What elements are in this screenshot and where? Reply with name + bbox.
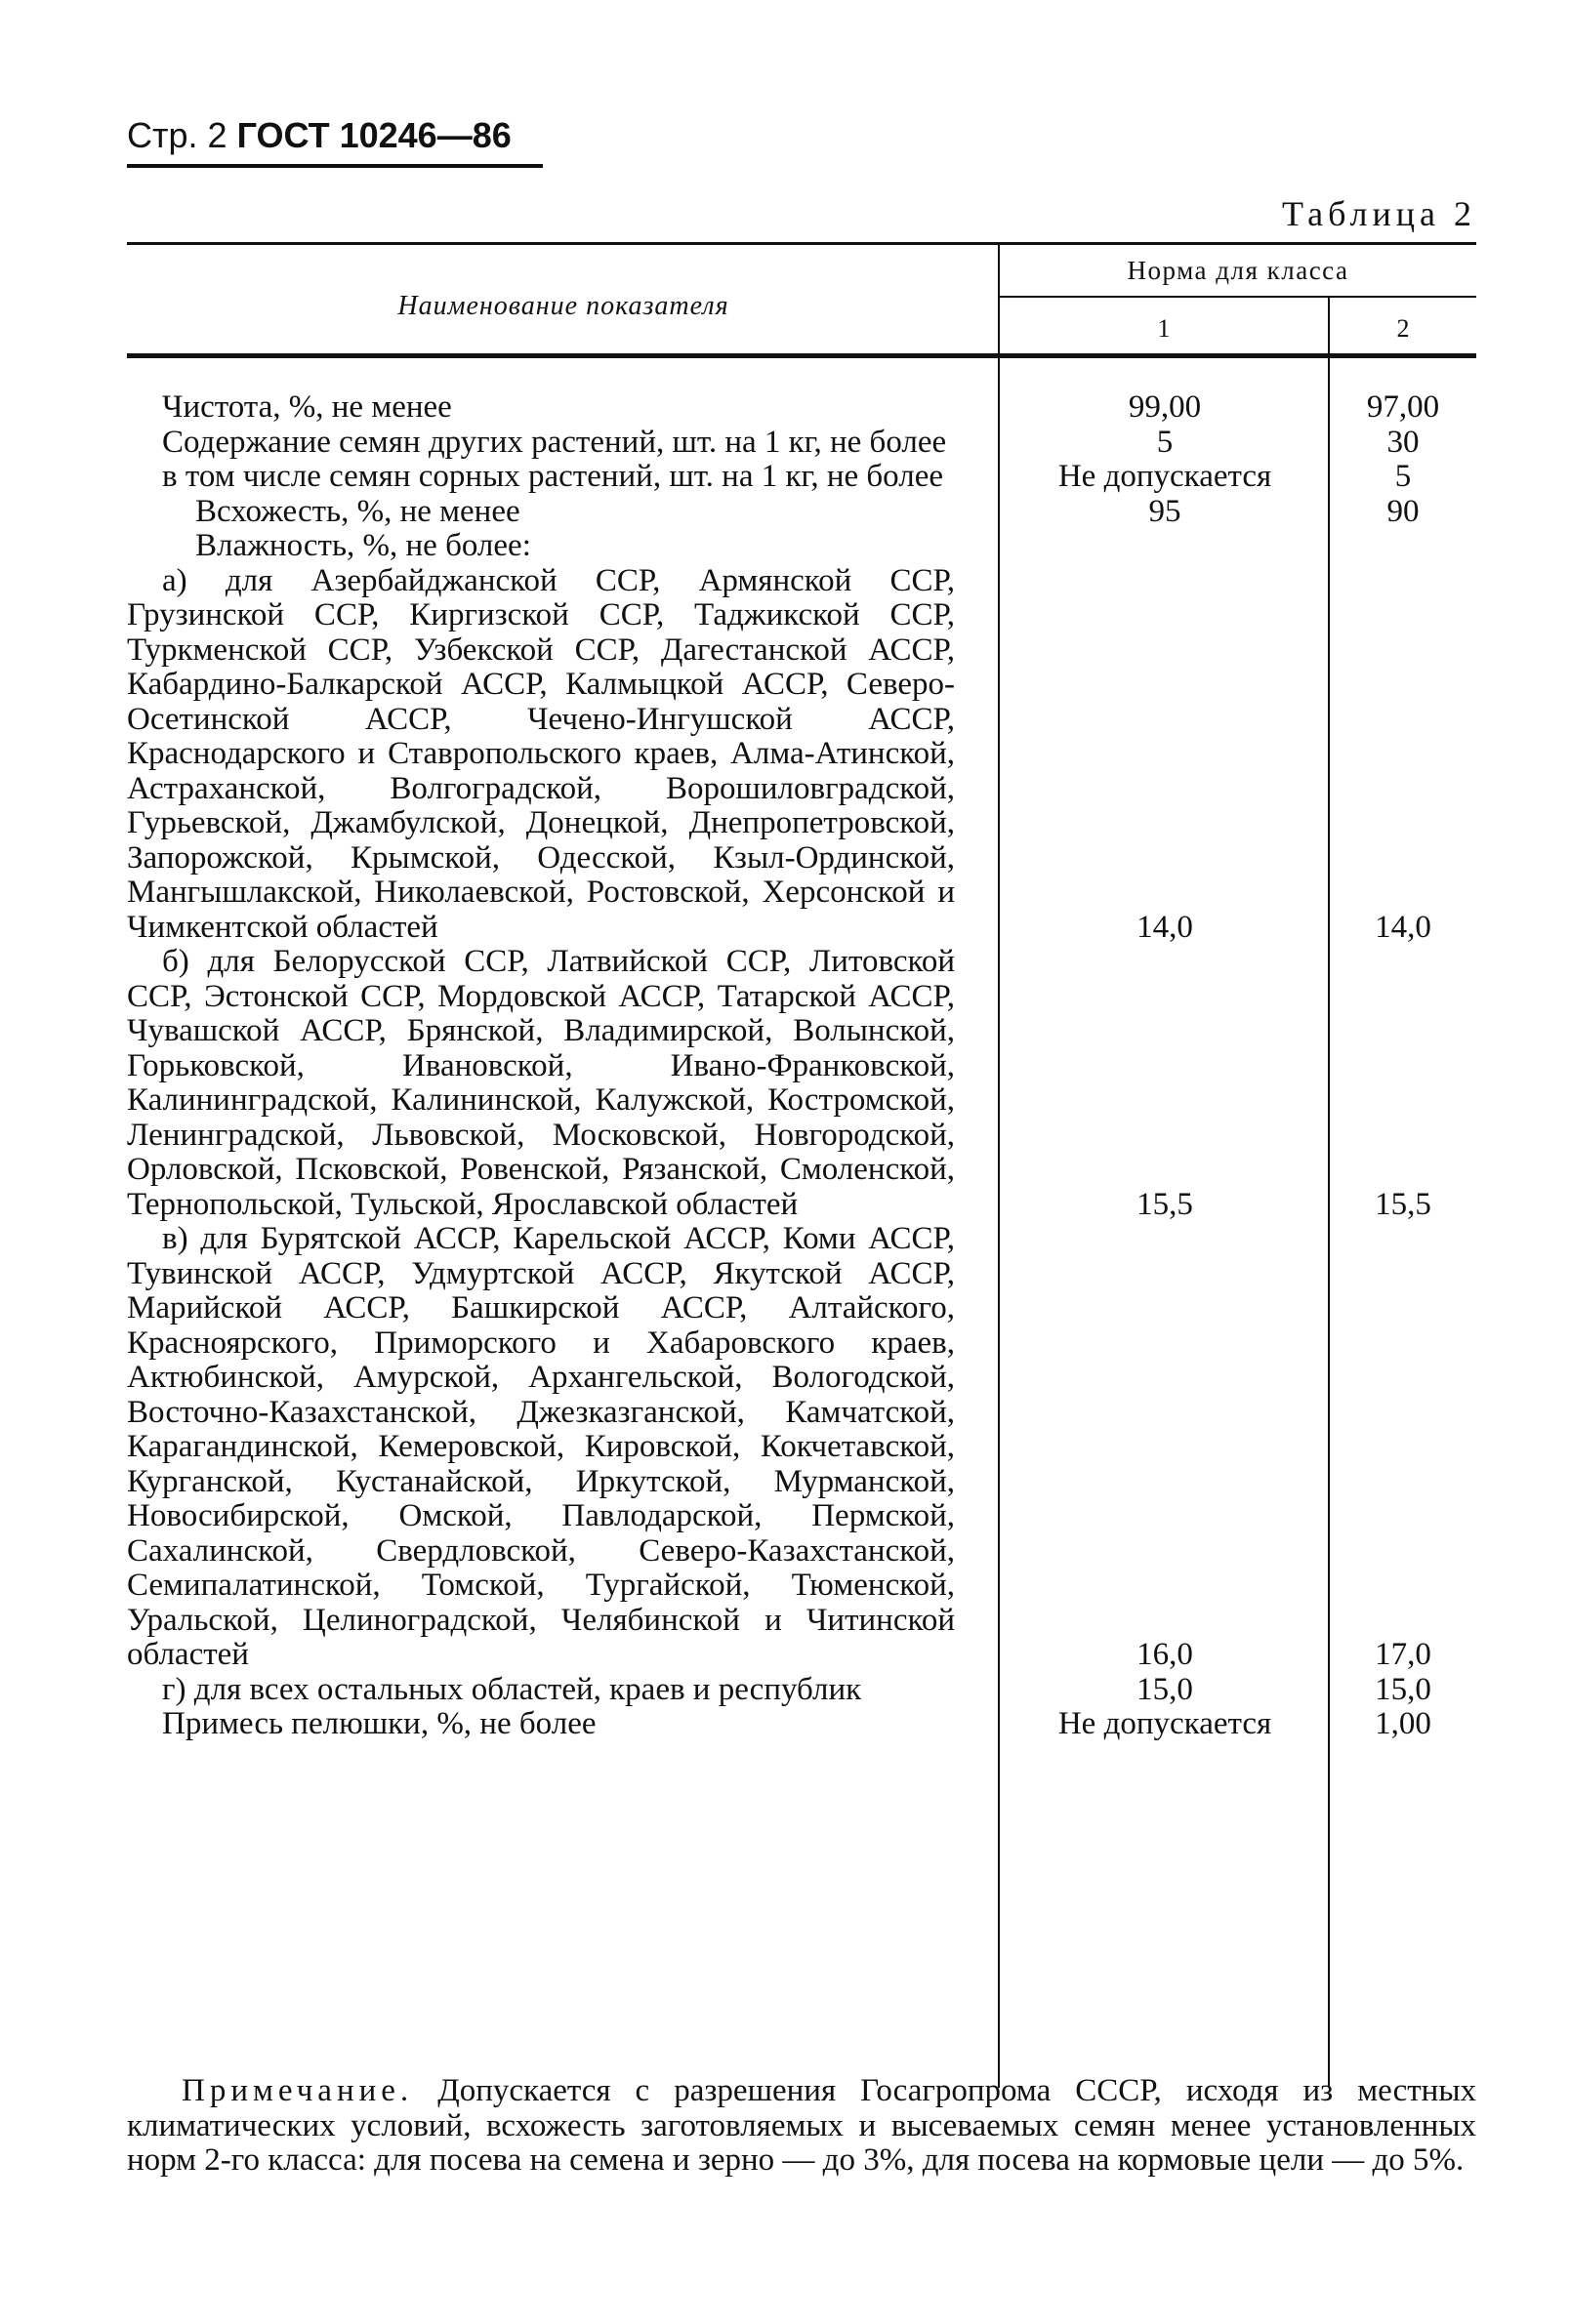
column-header-class-2: 2 bbox=[1396, 314, 1410, 343]
table-row bbox=[127, 460, 1476, 495]
class-1-value: 5 bbox=[1156, 424, 1174, 460]
column-header-norm: Норма для класса bbox=[1127, 256, 1349, 285]
row-name: Чистота, %, не менее bbox=[162, 389, 452, 425]
row-name: г) для всех остальных областей, краев и республик bbox=[162, 1671, 862, 1707]
table-row bbox=[127, 1673, 1476, 1708]
table-row bbox=[127, 564, 1476, 946]
note-text: Допускается с разрешения Госагропрома СССР, исходя из местных климатических условий, всхожесть заготовляемых и высеваемых семян менее установленных норм 2-го класса: для посева на семена и зерно — до 3%, для посева на кормовые цели — до 5%. bbox=[127, 2073, 1476, 2178]
class-2-value: 1,00 bbox=[1375, 1706, 1431, 1741]
row-name: а) для Азербайджанской ССР, Армянской ССР, Грузинской ССР, Киргизской ССР, Таджикской ССР, Туркменской ССР, Узбекской ССР, Дагестанской АССР, Кабардино-Балкарской АССР, Калмыцкой АССР, Северо-Осетинской АССР, Чечено-Ингушской АССР, Краснодарского и Ставропольского краев, Алма-Атинской, Астраханской, Волгоградской, Ворошиловградской, Гурьевской, Джамбулской, Донецкой, Днепропетровской, Запорожской, Крымской, Одесской, Кзыл-Ординской, Мангышлакской, Николаевской, Ростовской, Херсонской и Чимкентской областей bbox=[127, 562, 955, 945]
table-row bbox=[127, 495, 1476, 530]
page-label: Стр. 2 bbox=[127, 115, 227, 155]
column-header-name: Наименование показателя bbox=[397, 291, 729, 321]
class-2-value: 97,00 bbox=[1366, 389, 1440, 425]
class-2-value: 90 bbox=[1386, 493, 1420, 529]
class-2-value: 30 bbox=[1386, 424, 1420, 460]
table-caption: Таблица 2 bbox=[1282, 194, 1476, 233]
norm-subheader-rule bbox=[1000, 296, 1476, 298]
class-1-value: 15,5 bbox=[1136, 1186, 1193, 1222]
row-name: б) для Белорусской ССР, Латвийской ССР, Литовской ССР, Эстонской ССР, Мордовской АССР, Татарской АССР, Чувашской АССР, Брянской, Владимирской, Волынской, Горьковской, Ивановской, Ивано-Франковской, Калининградской, Калининской, Калужской, Костромской, Ленинградской, Львовской, Московской, Новгородской, Орловской, Псковской, Ровенской, Рязанской, Смоленской, Тернопольской, Тульской, Ярославской областей bbox=[127, 944, 955, 1222]
table-row bbox=[127, 529, 1476, 564]
page-header bbox=[127, 115, 512, 156]
table-row bbox=[127, 1222, 1476, 1673]
table-row bbox=[127, 426, 1476, 461]
table-note bbox=[127, 2074, 1476, 2179]
row-name: Влажность, %, не более: bbox=[195, 528, 531, 563]
doc-id: ГОСТ 10246—86 bbox=[236, 115, 512, 155]
row-name: Содержание семян других растений, шт. на 1 кг, не более bbox=[162, 424, 947, 460]
table-row bbox=[127, 945, 1476, 1222]
row-name: Всхожесть, %, не менее bbox=[195, 493, 520, 529]
class-1-value bbox=[1000, 529, 1330, 564]
column-header-class-1: 1 bbox=[1157, 314, 1171, 343]
row-name: в том числе семян сорных растений, шт. на 1 кг, не более bbox=[162, 459, 944, 494]
class-2-value: 17,0 bbox=[1375, 1637, 1431, 1672]
class-1-value: 95 bbox=[1148, 493, 1181, 529]
class-2-value: 5 bbox=[1394, 459, 1412, 494]
table-row bbox=[127, 1707, 1476, 1742]
table-top-rule bbox=[127, 242, 1476, 245]
table-row bbox=[127, 390, 1476, 426]
class-1-value: 14,0 bbox=[1136, 909, 1193, 945]
table-body bbox=[127, 390, 1476, 1742]
class-1-value: 15,0 bbox=[1136, 1671, 1193, 1707]
table-header-bottom-rule bbox=[127, 353, 1476, 358]
class-2-value bbox=[1330, 529, 1476, 564]
class-2-value: 14,0 bbox=[1375, 909, 1431, 945]
row-name: Примесь пелюшки, %, не более bbox=[162, 1706, 597, 1741]
class-2-value: 15,5 bbox=[1375, 1186, 1431, 1222]
note-label: Примечание. bbox=[182, 2073, 414, 2108]
class-1-value: 99,00 bbox=[1128, 389, 1202, 425]
class-2-value: 15,0 bbox=[1375, 1671, 1431, 1707]
class-1-value: Не допускается bbox=[1057, 459, 1272, 494]
header-rule bbox=[127, 164, 543, 168]
row-name: в) для Бурятской АССР, Карельской АССР, Коми АССР, Тувинской АССР, Удмуртской АССР, Якутской АССР, Марийской АССР, Башкирской АССР, Алтайского, Красноярского, Приморского и Хабаровского краев, Актюбинской, Амурской, Архангельской, Вологодской, Восточно-Казахстанской, Джезказганской, Камчатской, Карагандинской, Кемеровской, Кировской, Кокчетавской, Курганской, Кустанайской, Иркутской, Мурманской, Новосибирской, Омской, Павлодарской, Пермской, Сахалинской, Свердловской, Северо-Казахстанской, Семипалатинской, Томской, Тургайской, Тюменской, Уральской, Целиноградской, Челябинской и Читинской областей bbox=[127, 1221, 955, 1672]
class-1-value: 16,0 bbox=[1136, 1637, 1193, 1672]
class-1-value: Не допускается bbox=[1057, 1706, 1272, 1741]
